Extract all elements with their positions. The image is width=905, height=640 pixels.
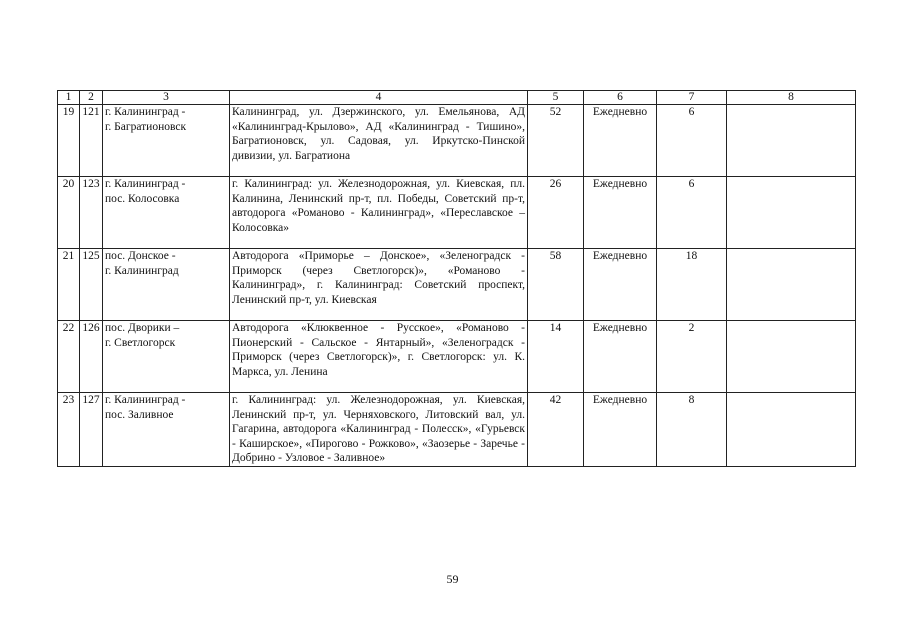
column-header: 5 — [528, 91, 584, 105]
route-code: 125 — [80, 249, 103, 321]
route-code: 121 — [80, 105, 103, 177]
route-note — [727, 321, 856, 393]
route-path: г. Калининград: ул. Железнодорожная, ул. Киевская, Ленинский пр-т, ул. Черняховского, Литовский вал, ул. Гагарина, автодорога «Калининград - Полесск», «Гурьевск - Каширское», «Пирогово - Рожково», «Заозерье - Заречье - Добрино - Узловое - Заливное» — [230, 393, 528, 467]
column-header: 4 — [230, 91, 528, 105]
route-name — [103, 105, 230, 177]
route-trips: 18 — [657, 249, 727, 321]
route-trips: 8 — [657, 393, 727, 467]
route-length: 14 — [528, 321, 584, 393]
column-header: 7 — [657, 91, 727, 105]
route-note — [727, 393, 856, 467]
bus-routes-table — [57, 90, 856, 467]
route-destination: г. Калининград — [105, 264, 179, 277]
route-length: 26 — [528, 177, 584, 249]
route-origin: пос. Дворики – — [105, 322, 180, 334]
column-header: 8 — [727, 91, 856, 105]
route-destination: г. Светлогорск — [105, 336, 176, 349]
route-note — [727, 249, 856, 321]
route-note — [727, 177, 856, 249]
table-header-row — [58, 91, 856, 105]
row-number: 20 — [58, 177, 80, 249]
route-origin: г. Калининград - — [105, 394, 186, 406]
route-path: Автодорога «Приморье – Донское», «Зеленоградск - Приморск (через Светлогорск)», «Романово - Калининград», г. Калининград: Советский проспект, Ленинский пр-т, ул. Киевская — [230, 249, 528, 321]
route-code: 126 — [80, 321, 103, 393]
page-number: 59 — [446, 572, 459, 586]
column-header: 1 — [58, 91, 80, 105]
route-frequency: Ежедневно — [584, 177, 657, 249]
route-destination: г. Багратионовск — [105, 120, 187, 133]
route-length: 58 — [528, 249, 584, 321]
route-code: 123 — [80, 177, 103, 249]
route-frequency: Ежедневно — [584, 393, 657, 467]
column-header: 3 — [103, 91, 230, 105]
route-origin: г. Калининград - — [105, 178, 186, 190]
route-destination: пос. Колосовка — [105, 192, 180, 205]
route-trips: 6 — [657, 177, 727, 249]
route-frequency: Ежедневно — [584, 249, 657, 321]
table-row — [58, 177, 856, 249]
route-path: Калининград, ул. Дзержинского, ул. Емельянова, АД «Калининград-Крылово», АД «Калининград - Тишино», Багратионовск, ул. Садовая, ул. Иркутско-Пинской дивизии, ул. Багратиона — [230, 105, 528, 177]
route-trips: 6 — [657, 105, 727, 177]
route-code: 127 — [80, 393, 103, 467]
route-path: г. Калининград: ул. Железнодорожная, ул. Киевская, пл. Калинина, Ленинский пр-т, пл. Победы, Советский пр-т, автодорога «Романово - Калининград», «Переславское – Колосовка» — [230, 177, 528, 249]
route-path: Автодорога «Клюквенное - Русское», «Романово - Пионерский - Сальское - Янтарный», «Зеленоградск - Приморск (через Светлогорск)», г. Светлогорск: ул. К. Маркса, ул. Ленина — [230, 321, 528, 393]
route-frequency: Ежедневно — [584, 105, 657, 177]
column-header: 6 — [584, 91, 657, 105]
column-header: 2 — [80, 91, 103, 105]
route-name — [103, 393, 230, 467]
route-note — [727, 105, 856, 177]
route-trips: 2 — [657, 321, 727, 393]
row-number: 23 — [58, 393, 80, 467]
route-origin: г. Калининград - — [105, 106, 186, 118]
row-number: 22 — [58, 321, 80, 393]
route-destination: пос. Заливное — [105, 408, 174, 421]
route-name — [103, 249, 230, 321]
route-name — [103, 321, 230, 393]
row-number: 19 — [58, 105, 80, 177]
route-length: 52 — [528, 105, 584, 177]
row-number: 21 — [58, 249, 80, 321]
route-frequency: Ежедневно — [584, 321, 657, 393]
table-row — [58, 249, 856, 321]
route-length: 42 — [528, 393, 584, 467]
table-row — [58, 393, 856, 467]
table-row — [58, 105, 856, 177]
route-origin: пос. Донское - — [105, 250, 176, 262]
route-name — [103, 177, 230, 249]
table-row — [58, 321, 856, 393]
